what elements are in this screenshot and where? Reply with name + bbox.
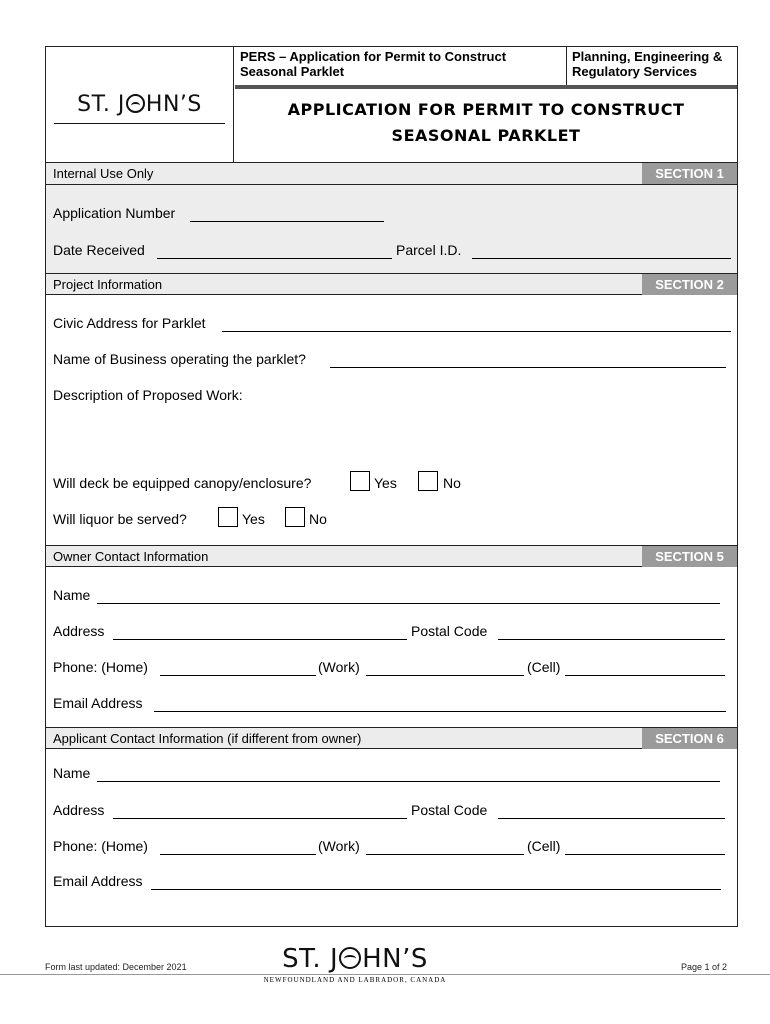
business-name-field[interactable] xyxy=(330,367,726,368)
section-2-label: Project Information xyxy=(53,277,163,292)
description-field[interactable] xyxy=(53,407,731,463)
department-name: Planning, Engineering & Regulatory Services xyxy=(572,49,723,79)
owner-postal-code-field[interactable] xyxy=(498,639,725,640)
section-1-number: SECTION 1 xyxy=(642,163,737,184)
section-6-number: SECTION 6 xyxy=(642,728,737,749)
description-label: Description of Proposed Work: xyxy=(53,387,243,403)
logo-emblem-icon xyxy=(126,94,145,113)
form-header xyxy=(46,47,737,163)
owner-postal-code-label: Postal Code xyxy=(411,623,488,639)
section-6-body xyxy=(46,749,737,922)
page-number: Page 1 of 2 xyxy=(681,962,728,972)
footer-logo-text: ST. J HN’S xyxy=(282,944,428,974)
footer-logo-subtitle: NEWFOUNDLAND AND LABRADOR, CANADA xyxy=(263,976,447,984)
date-received-label: Date Received xyxy=(53,242,145,258)
applicant-phone-work-field[interactable] xyxy=(366,854,524,855)
logo-text: ST. J HN’S xyxy=(77,92,202,117)
liquor-question: Will liquor be served? xyxy=(53,511,187,527)
owner-address-field[interactable] xyxy=(113,639,407,640)
section-6-header xyxy=(46,727,737,749)
liquor-yes-label: Yes xyxy=(242,511,265,527)
civic-address-field[interactable] xyxy=(222,331,731,332)
title-line-2: SEASONAL PARKLET xyxy=(391,126,581,145)
owner-address-label: Address xyxy=(53,623,105,639)
title-line-1: APPLICATION FOR PERMIT TO CONSTRUCT xyxy=(287,100,685,119)
date-received-field[interactable] xyxy=(157,258,392,259)
applicant-name-label: Name xyxy=(53,765,91,781)
canopy-no-label: No xyxy=(443,475,461,491)
owner-phone-home-field[interactable] xyxy=(160,675,316,676)
owner-email-label: Email Address xyxy=(53,695,143,711)
section-5-label: Owner Contact Information xyxy=(53,549,209,564)
form-title xyxy=(235,97,737,149)
section-5-body xyxy=(46,567,737,727)
applicant-email-field[interactable] xyxy=(151,889,721,890)
applicant-address-label: Address xyxy=(53,802,105,818)
applicant-postal-code-label: Postal Code xyxy=(411,802,488,818)
section-5-number: SECTION 5 xyxy=(642,546,737,567)
form-name: PERS – Application for Permit to Construct Seasonal Parklet xyxy=(235,47,567,85)
applicant-phone-work-label: (Work) xyxy=(318,838,360,854)
owner-phone-home-label: Phone: (Home) xyxy=(53,659,148,675)
owner-phone-work-field[interactable] xyxy=(366,675,524,676)
application-number-label: Application Number xyxy=(53,205,176,221)
applicant-phone-home-label: Phone: (Home) xyxy=(53,838,148,854)
owner-phone-work-label: (Work) xyxy=(318,659,360,675)
civic-address-label: Civic Address for Parklet xyxy=(53,315,206,331)
application-number-field[interactable] xyxy=(190,221,384,222)
section-1-label: Internal Use Only xyxy=(53,166,154,181)
owner-name-field[interactable] xyxy=(97,603,720,604)
parcel-id-label: Parcel I.D. xyxy=(396,242,462,258)
owner-name-label: Name xyxy=(53,587,91,603)
owner-phone-cell-label: (Cell) xyxy=(527,659,561,675)
section-6-label: Applicant Contact Information (if different from owner) xyxy=(53,731,362,746)
section-1-header xyxy=(46,163,737,185)
applicant-postal-code-field[interactable] xyxy=(498,818,725,819)
permit-form xyxy=(45,46,738,927)
applicant-email-label: Email Address xyxy=(53,873,143,889)
parcel-id-field[interactable] xyxy=(472,258,731,259)
applicant-address-field[interactable] xyxy=(113,818,407,819)
owner-phone-cell-field[interactable] xyxy=(565,675,725,676)
footer-logo xyxy=(235,944,475,984)
applicant-phone-home-field[interactable] xyxy=(160,854,316,855)
applicant-phone-cell-field[interactable] xyxy=(565,854,725,855)
liquor-no-checkbox[interactable] xyxy=(285,507,305,527)
section-2-number: SECTION 2 xyxy=(642,274,737,295)
liquor-yes-checkbox[interactable] xyxy=(218,507,238,527)
applicant-phone-cell-label: (Cell) xyxy=(527,838,561,854)
canopy-question: Will deck be equipped canopy/enclosure? xyxy=(53,475,312,491)
section-2-header xyxy=(46,273,737,295)
applicant-name-field[interactable] xyxy=(97,781,720,782)
canopy-yes-label: Yes xyxy=(374,475,397,491)
liquor-no-label: No xyxy=(309,511,327,527)
section-1-body xyxy=(46,185,737,273)
section-5-header xyxy=(46,545,737,567)
section-2-body xyxy=(46,295,737,545)
canopy-yes-checkbox[interactable] xyxy=(350,471,370,491)
city-logo xyxy=(46,47,234,162)
business-name-label: Name of Business operating the parklet? xyxy=(53,351,306,367)
logo-underline xyxy=(54,123,225,124)
form-updated-date: Form last updated: December 2021 xyxy=(45,962,187,972)
footer-logo-emblem-icon xyxy=(339,947,361,969)
header-divider xyxy=(235,85,737,89)
owner-email-field[interactable] xyxy=(154,711,726,712)
canopy-no-checkbox[interactable] xyxy=(418,471,438,491)
